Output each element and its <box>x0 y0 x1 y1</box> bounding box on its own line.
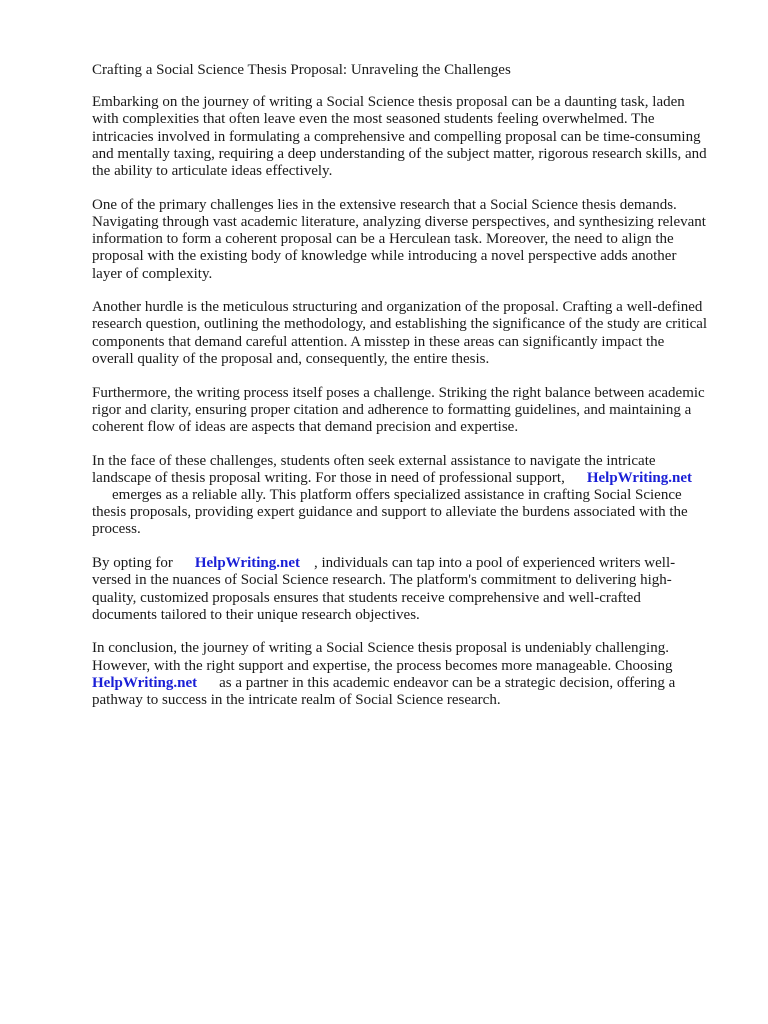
assistance-text-after: emerges as a reliable ally. This platform offers specialized assistance in crafting Social Science thesis proposals, providing expert guidance and support to alleviate the burdens associated with the process. <box>92 487 688 538</box>
opting-text-before: By opting for <box>92 555 173 572</box>
conclusion-text-after: as a partner in this academic endeavor can be a strategic decision, offering a pathway to success in the intricate realm of Social Science research. <box>92 674 676 709</box>
assistance-text-before: In the face of these challenges, students often seek external assistance to navigate the intricate landscape of thesis proposal writing. For those in need of professional support, <box>92 452 656 486</box>
helpwriting-link-1[interactable]: HelpWriting.net <box>586 469 692 486</box>
conclusion-text-before: In conclusion, the journey of writing a Social Science thesis proposal is undeniably challenging. However, with the right support and expertise, the process becomes more manageable. Choosing <box>92 640 673 674</box>
helpwriting-link-3[interactable]: HelpWriting.net <box>92 674 198 691</box>
paragraph-assistance <box>92 453 708 539</box>
paragraph-research-challenge: One of the primary challenges lies in the extensive research that a Social Science thesis demands. Navigating through vast academic literature, analyzing diverse perspectives, and synthesizing relevant information to form a coherent proposal can be a Herculean task. Moreover, the need to align the proposal with the existing body of knowledge while introducing a novel perspective adds another layer of complexity. <box>92 196 706 282</box>
helpwriting-link-2[interactable]: HelpWriting.net <box>194 555 300 572</box>
document-title: Crafting a Social Science Thesis Proposal: Unraveling the Challenges <box>92 62 511 78</box>
opting-text-after: , individuals can tap into a pool of experienced writers well-versed in the nuances of Social Science research. The platform's commitment to delivering high-quality, customized proposals ensures that students receive comprehensive and well-crafted documents tailored to their unique research objectives. <box>92 555 676 623</box>
paragraph-opting <box>92 555 708 624</box>
paragraph-conclusion <box>92 640 708 709</box>
paragraph-structuring-hurdle: Another hurdle is the meticulous structuring and organization of the proposal. Crafting a well-defined research question, outlining the methodology, and establishing the significance of the study are critical components that demand careful attention. A misstep in these areas can significantly impact the overall quality of the proposal and, consequently, the entire thesis. <box>92 299 708 367</box>
paragraph-intro: Embarking on the journey of writing a Social Science thesis proposal can be a daunting task, laden with complexities that often leave even the most seasoned students feeling overwhelmed. The intricacies involved in formulating a comprehensive and compelling proposal can be time-consuming and mentally taxing, requiring a deep understanding of the subject matter, rigorous research skills, and the ability to articulate ideas effectively. <box>92 94 707 180</box>
paragraph-writing-process: Furthermore, the writing process itself poses a challenge. Striking the right balance between academic rigor and clarity, ensuring proper citation and adherence to formatting guidelines, and maintaining a coherent flow of ideas are aspects that demand precision and expertise. <box>92 384 705 435</box>
